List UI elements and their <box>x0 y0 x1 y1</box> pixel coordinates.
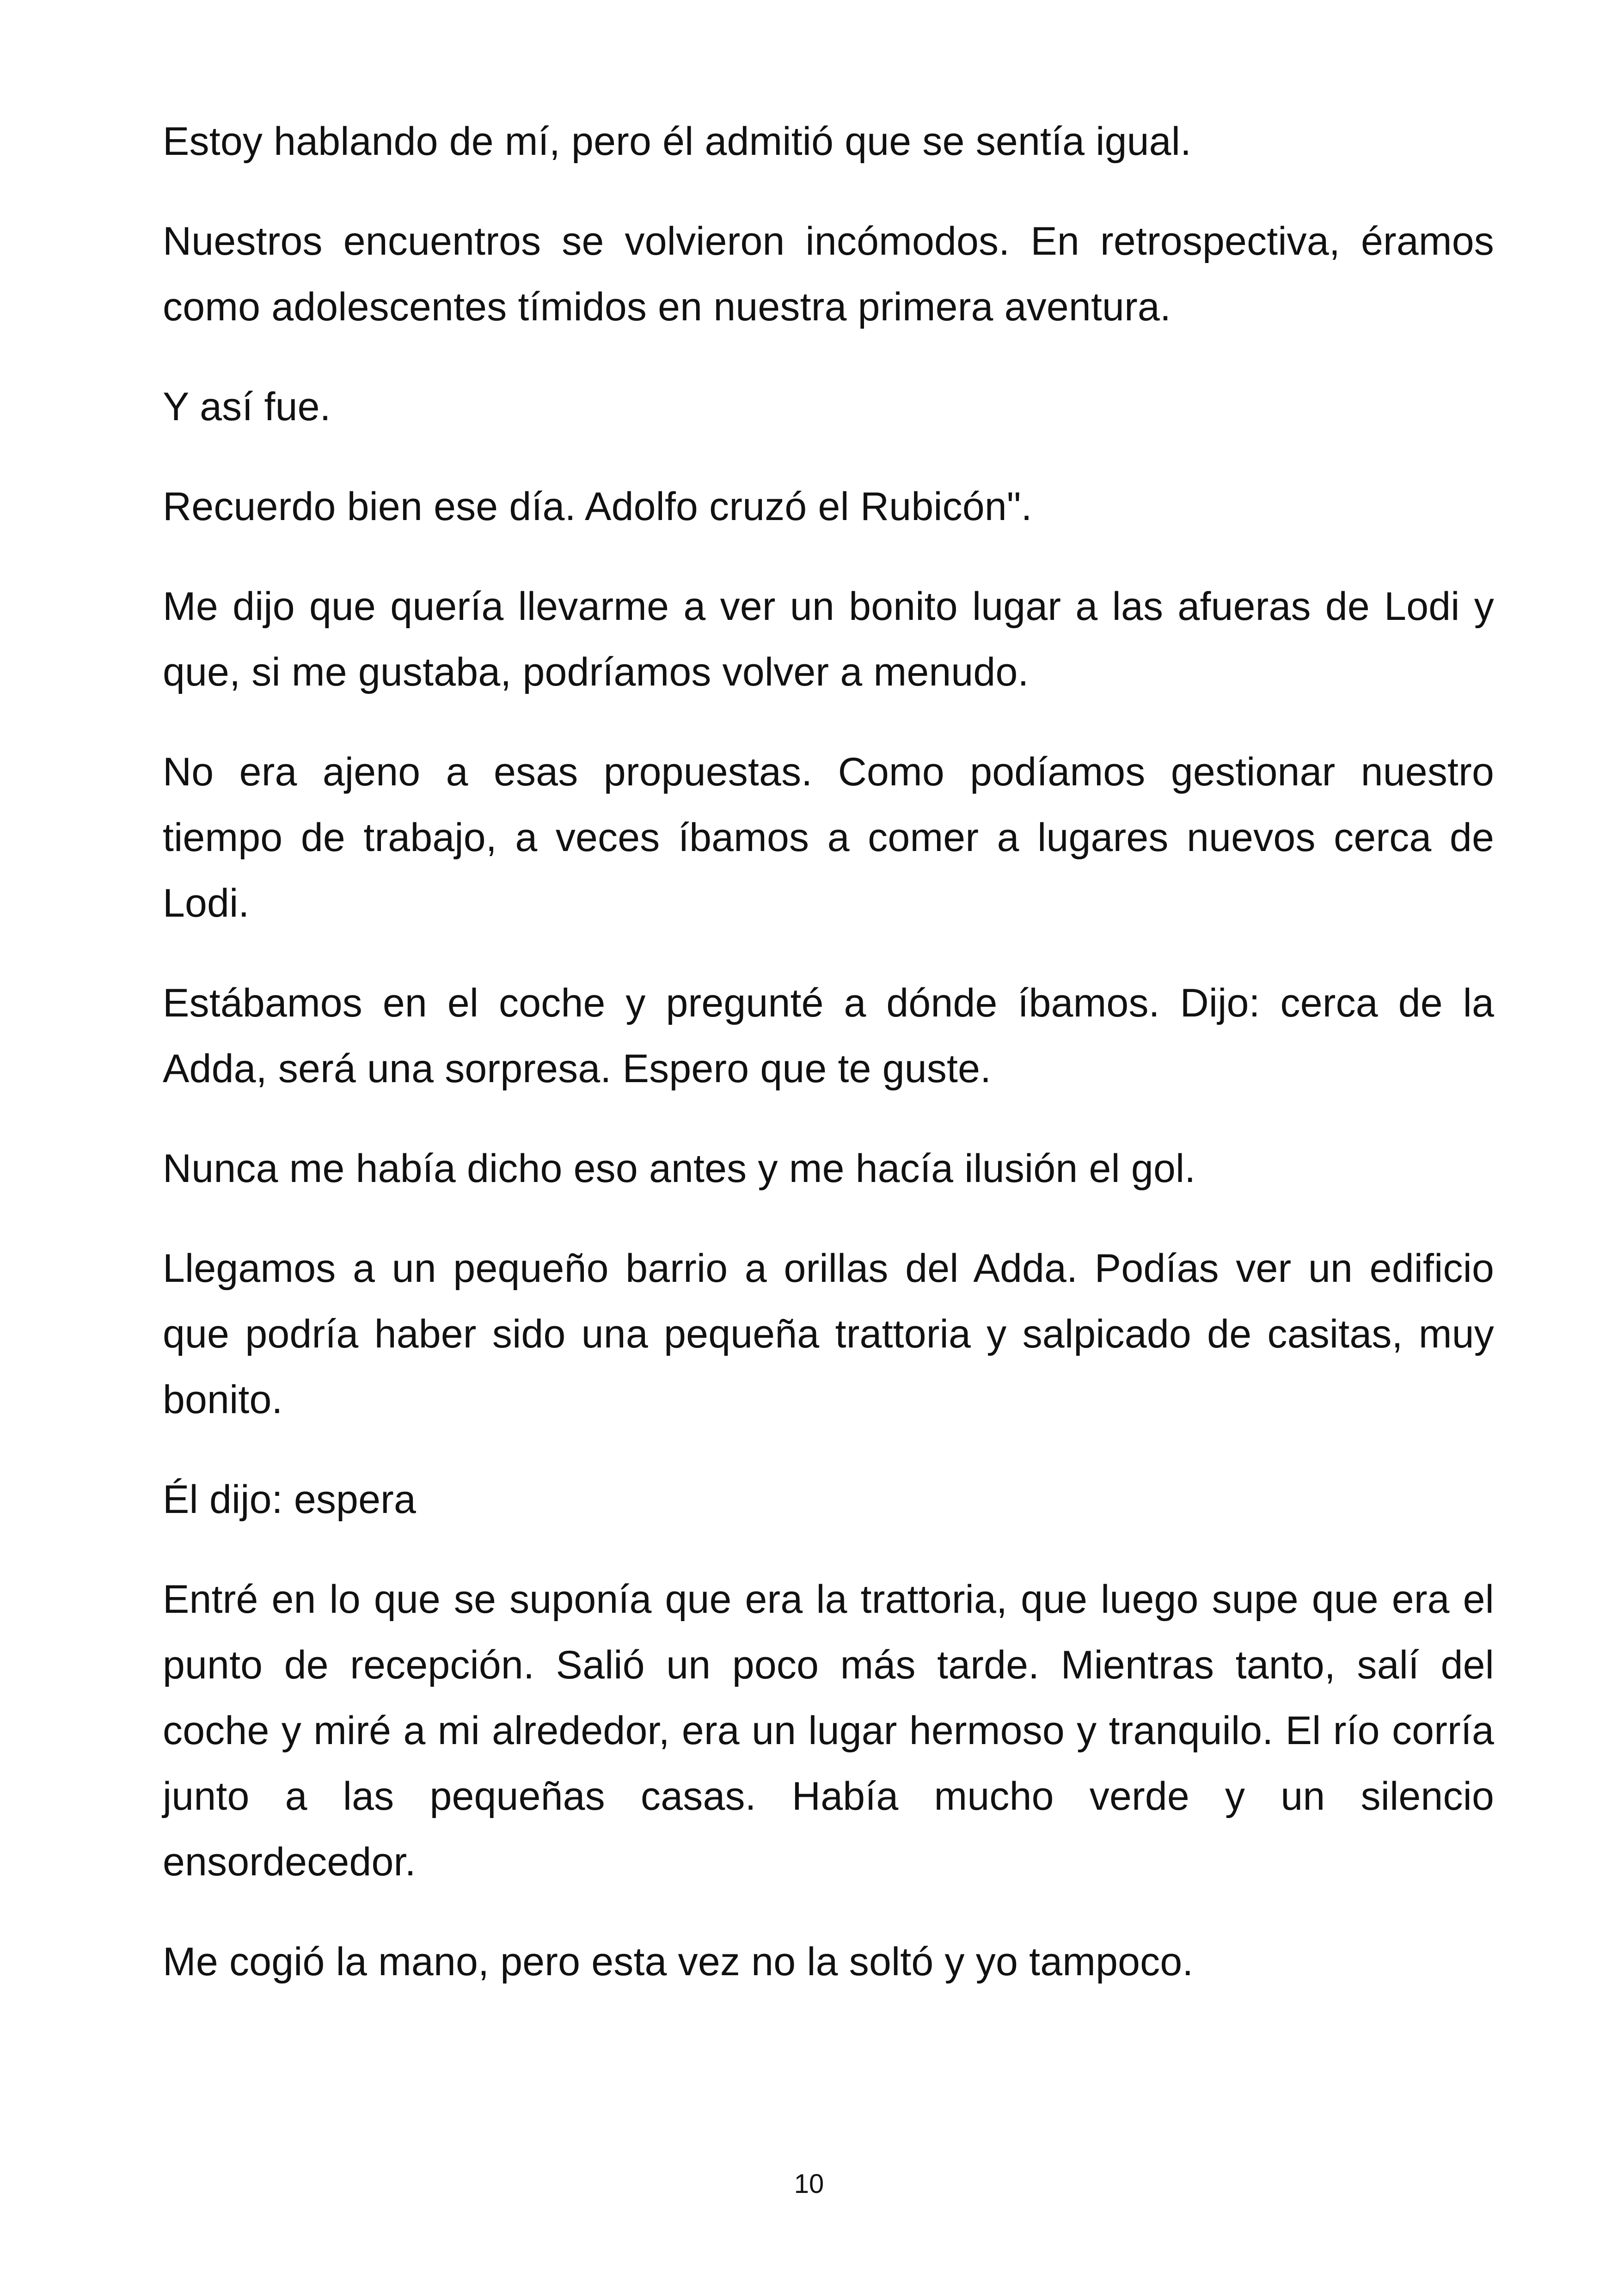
paragraph: No era ajeno a esas propuestas. Como podíamos gestionar nuestro tiempo de trabajo, a veces íbamos a comer a lugares nuevos cerca de Lodi. <box>163 750 1494 925</box>
page-body <box>163 109 1494 2029</box>
paragraph: Me dijo que quería llevarme a ver un bonito lugar a las afueras de Lodi y que, si me gustaba, podríamos volver a menudo. <box>163 584 1494 694</box>
paragraph: Entré en lo que se suponía que era la trattoria, que luego supe que era el punto de recepción. Salió un poco más tarde. Mientras tanto, salí del coche y miré a mi alrededor, era un lugar hermoso y tranquilo. El río corría junto a las pequeñas casas. Había mucho verde y un silencio ensordecedor. <box>163 1577 1494 1884</box>
paragraph: Nunca me había dicho eso antes y me hacía ilusión el gol. <box>163 1146 1196 1191</box>
paragraph: Él dijo: espera <box>163 1477 416 1522</box>
paragraph: Y así fue. <box>163 385 331 429</box>
paragraph: Llegamos a un pequeño barrio a orillas del Adda. Podías ver un edificio que podría haber sido una pequeña trattoria y salpicado de casitas, muy bonito. <box>163 1246 1494 1422</box>
paragraph: Estábamos en el coche y pregunté a dónde íbamos. Dijo: cerca de la Adda, será una sorpresa. Espero que te guste. <box>163 981 1494 1091</box>
paragraph: Nuestros encuentros se volvieron incómodos. En retrospectiva, éramos como adolescentes tímidos en nuestra primera aventura. <box>163 219 1494 329</box>
paragraph: Estoy hablando de mí, pero él admitió que se sentía igual. <box>163 119 1192 164</box>
paragraph: Recuerdo bien ese día. Adolfo cruzó el Rubicón". <box>163 484 1032 529</box>
paragraph: Me cogió la mano, pero esta vez no la soltó y yo tampoco. <box>163 1940 1194 1984</box>
page-number: 10 <box>794 2169 824 2199</box>
